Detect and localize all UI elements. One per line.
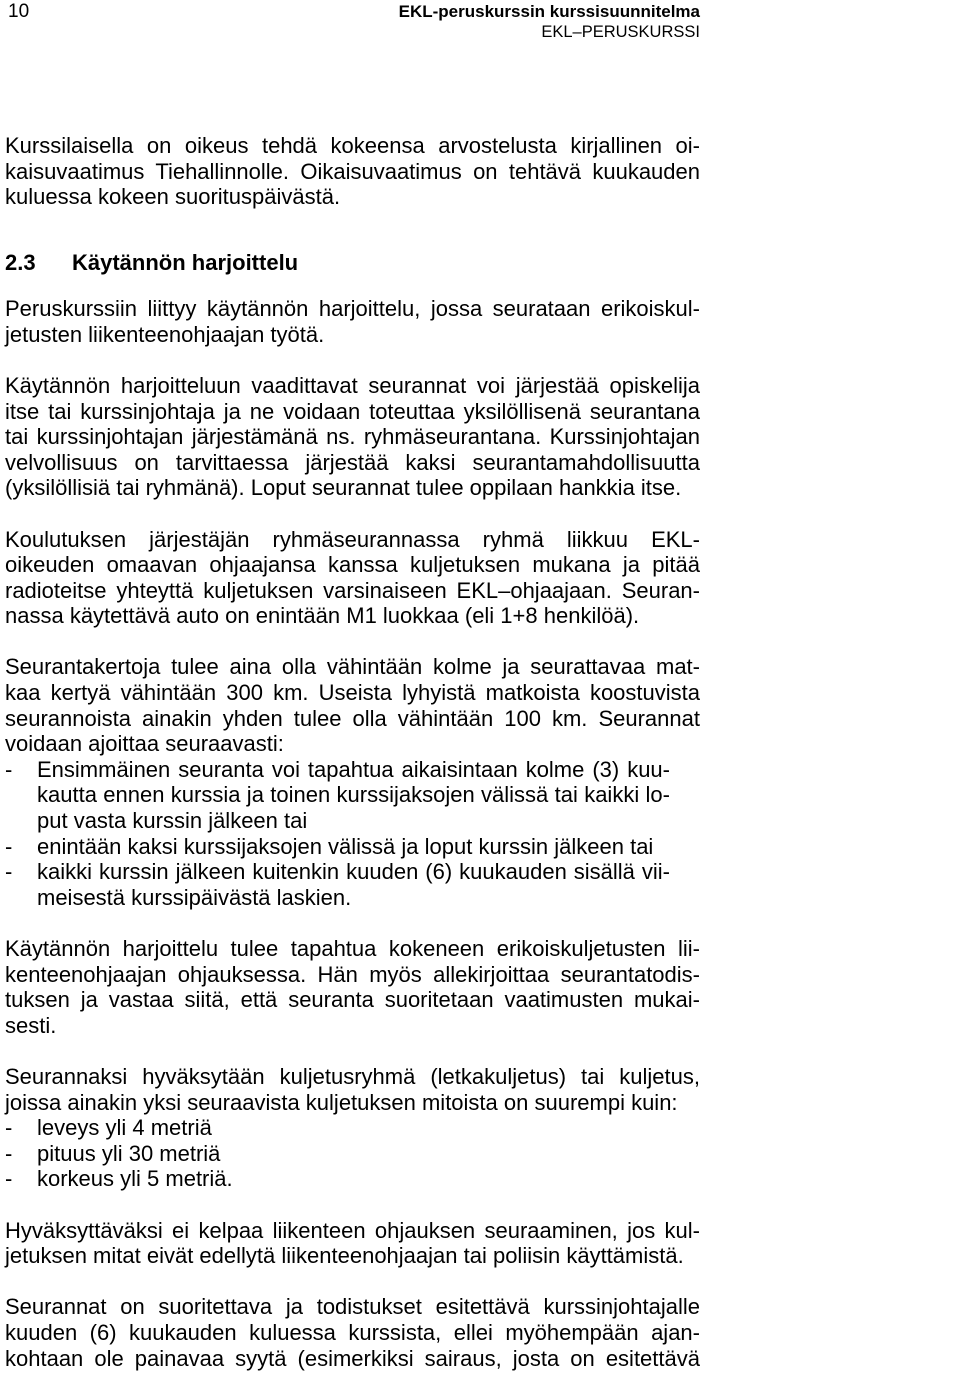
paragraph xyxy=(5,527,700,629)
paragraph xyxy=(5,1294,700,1371)
section-heading xyxy=(5,250,700,276)
text-line: leveys yli 4 metriä xyxy=(37,1115,212,1141)
paragraph xyxy=(5,133,700,210)
text-line: (yksilöllisiä tai ryhmänä). Loput seurannat tulee oppilaan hankkia itse. xyxy=(5,475,682,501)
text-line: meisestä kurssipäivästä laskien. xyxy=(37,884,352,910)
page-number: 10 xyxy=(8,1,30,22)
text-line: Seurannat on suoritettava ja todistukset esitettävä kurssinjohtajalle xyxy=(5,1294,700,1320)
text-line: Seurantakertoja tulee aina olla vähintään kolme ja seurattavaa mat- xyxy=(5,654,700,680)
paragraph xyxy=(5,296,700,347)
list-item xyxy=(5,757,700,834)
text-line: kaikki kurssin jälkeen kuitenkin kuuden (6) kuukauden sisällä vii- xyxy=(37,859,670,885)
list-item xyxy=(5,1141,700,1167)
text-line: voidaan ajoittaa seuraavasti: xyxy=(5,731,284,757)
document-subtitle: EKL–PERUSKURSSI xyxy=(541,23,700,41)
text-line: Seurannaksi hyväksytään kuljetusryhmä (letkakuljetus) tai kuljetus, xyxy=(5,1063,700,1089)
list-marker: - xyxy=(5,1115,13,1141)
text-line: kaisuvaatimus Tiehallinnolle. Oikaisuvaatimus on tehtävä kuukauden xyxy=(5,158,700,184)
paragraph xyxy=(5,1064,700,1192)
text-line: Peruskurssiin liittyy käytännön harjoittelu, jossa seurataan erikoiskul- xyxy=(5,296,700,322)
list-item xyxy=(5,859,700,910)
text-line: Koulutuksen järjestäjän ryhmäseurannassa ryhmä liikkuu EKL- xyxy=(5,526,700,552)
text-line: radioteitse yhteyttä kuljetuksen varsinaiseen EKL–ohjaajaan. Seuran- xyxy=(5,577,700,603)
list-marker: - xyxy=(5,859,13,885)
text-line: velvollisuus on tarvittaessa järjestää kaksi seurantamahdollisuutta xyxy=(5,449,700,475)
page-body xyxy=(5,133,700,1397)
text-line: joissa ainakin yksi seuraavista kuljetuksen mitoista on suurempi kuin: xyxy=(5,1089,678,1115)
paragraph xyxy=(5,936,700,1038)
section-number: 2.3 xyxy=(5,249,36,275)
list-marker: - xyxy=(5,756,13,782)
text-line: kautta ennen kurssia ja toinen kurssijaksojen välissä tai kaikki lo- xyxy=(37,782,670,808)
text-line: kuuden (6) kuukauden kuluessa kurssista, ellei myöhempään ajan- xyxy=(5,1319,700,1345)
text-line: kuluessa kokeen suorituspäivästä. xyxy=(5,184,341,210)
text-line: sesti. xyxy=(5,1012,57,1038)
paragraph xyxy=(5,1218,700,1269)
text-line: nassa käytettävä auto on enintään M1 luokkaa (eli 1+8 henkilöä). xyxy=(5,603,640,629)
text-line: kenteenohjaajan ohjauksessa. Hän myös allekirjoittaa seurantatodis- xyxy=(5,961,700,987)
text-line: Hyväksyttäväksi ei kelpaa liikenteen ohjauksen seuraaminen, jos kul- xyxy=(5,1217,700,1243)
text-line: Kurssilaisella on oikeus tehdä kokeensa arvostelusta kirjallinen oi- xyxy=(5,133,700,158)
list-marker: - xyxy=(5,1140,13,1166)
text-line: pituus yli 30 metriä xyxy=(37,1140,221,1166)
text-line: korkeus yli 5 metriä. xyxy=(37,1166,233,1192)
document-title: EKL-peruskurssin kurssisuunnitelma xyxy=(398,2,700,21)
text-line: tuksen ja vastaa siitä, että seuranta suoritetaan vaatimusten mukai- xyxy=(5,987,700,1013)
list-item xyxy=(5,1115,700,1141)
list-marker: - xyxy=(5,1166,13,1192)
running-header xyxy=(399,2,700,42)
text-line: jetusten liikenteenohjaajan työtä. xyxy=(5,321,325,347)
section-title: Käytännön harjoittelu xyxy=(72,249,299,275)
text-line: Käytännön harjoittelu tulee tapahtua kokeneen erikoiskuljetusten lii- xyxy=(5,936,700,961)
text-line: kohtaan ole painavaa syytä (esimerkiksi sairaus, josta on esitettävä xyxy=(5,1345,700,1371)
text-line: Käytännön harjoitteluun vaadittavat seurannat voi järjestää opiskelija xyxy=(5,372,700,398)
list-item xyxy=(5,834,700,860)
text-line: Ensimmäinen seuranta voi tapahtua aikaisintaan kolme (3) kuu- xyxy=(37,756,670,782)
text-line: put vasta kurssin jälkeen tai xyxy=(37,808,308,834)
list-item xyxy=(5,1166,700,1192)
bullet-list xyxy=(5,1115,700,1192)
list-marker: - xyxy=(5,833,13,859)
text-line: jetuksen mitat eivät edellytä liikenteenohjaajan tai poliisin käyttämistä. xyxy=(5,1243,684,1269)
text-line: kaa kertyä vähintään 300 km. Useista lyhyistä matkoista koostuvista xyxy=(5,680,700,706)
bullet-list xyxy=(5,757,700,911)
paragraph xyxy=(5,373,700,501)
text-line: itse tai kurssinjohtaja ja ne voidaan toteuttaa yksilöllisenä seurantana xyxy=(5,398,700,424)
text-line: seurannoista ainakin yhden tulee olla vähintään 100 km. Seurannat xyxy=(5,705,700,731)
text-line: tai kurssinjohtajan järjestämänä ns. ryhmäseurantana. Kurssinjohtajan xyxy=(5,424,700,450)
text-line: enintään kaksi kurssijaksojen välissä ja loput kurssin jälkeen tai xyxy=(37,833,654,859)
paragraph xyxy=(5,654,700,910)
text-line: oikeuden omaavan ohjaajansa kanssa kuljetuksen mukana ja pitää xyxy=(5,552,700,578)
